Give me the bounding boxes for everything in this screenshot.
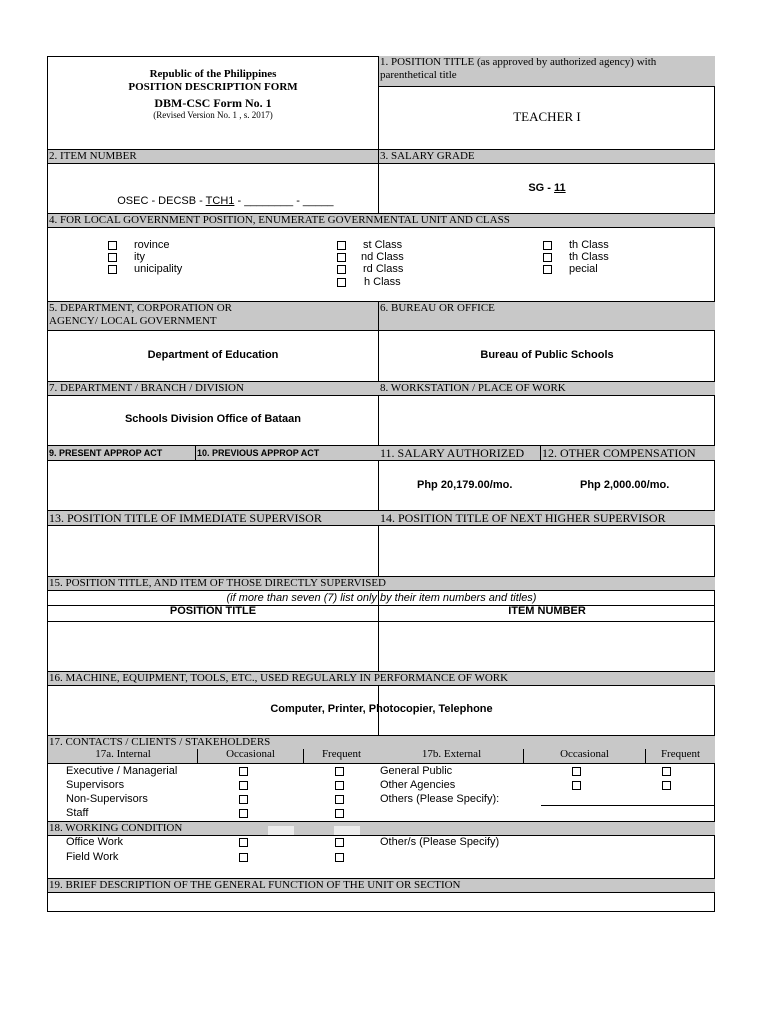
lgu-label: unicipality: [134, 263, 183, 275]
divider: [197, 749, 198, 764]
item-prefix: OSEC - DECSB -: [117, 195, 206, 207]
bureau-value: Bureau of Public Schools: [480, 349, 614, 361]
salary-grade-value: [379, 182, 715, 195]
class-checkbox[interactable]: [337, 241, 346, 250]
other-agencies-frequent-checkbox[interactable]: [662, 781, 671, 790]
s11-header: 11. SALARY AUTHORIZED: [379, 445, 541, 461]
s19-header: 19. BRIEF DESCRIPTION OF THE GENERAL FUNCTION OF THE UNIT OR SECTION: [48, 878, 715, 893]
s12-header: 12. OTHER COMPENSATION: [541, 445, 715, 461]
class-label: th Class: [569, 239, 609, 251]
s9-header: 9. PRESENT APPROP ACT: [48, 445, 196, 461]
province-checkbox[interactable]: [108, 241, 117, 250]
field-work-occasional-checkbox[interactable]: [239, 853, 248, 862]
salary-authorized-value: Php 20,179.00/mo.: [417, 479, 513, 491]
s7-header: 7. DEPARTMENT / BRANCH / DIVISION: [48, 381, 379, 396]
sg-number: 11: [554, 182, 566, 194]
s5-header: 5. DEPARTMENT, CORPORATION OR AGENCY/ LOCAL GOVERNMENT: [48, 301, 379, 331]
form-revision: (Revised Version No. 1 , s. 2017): [153, 110, 273, 120]
general-public-occasional-checkbox[interactable]: [572, 767, 581, 776]
class-label: rd Class: [363, 263, 404, 275]
municipality-checkbox[interactable]: [108, 265, 117, 274]
s6-header: 6. BUREAU OR OFFICE: [379, 301, 715, 331]
executive-occasional-checkbox[interactable]: [239, 767, 248, 776]
lgu-label: ity: [134, 251, 145, 263]
s4-header: 4. FOR LOCAL GOVERNMENT POSITION, ENUMERATE GOVERNMENTAL UNIT AND CLASS: [48, 213, 715, 228]
s17-header: 17. CONTACTS / CLIENTS / STAKEHOLDERS: [48, 735, 715, 749]
s8-header: 8. WORKSTATION / PLACE OF WORK: [379, 381, 715, 396]
field-work-frequent-checkbox[interactable]: [335, 853, 344, 862]
frequent-header: Frequent: [303, 748, 379, 764]
staff-occasional-checkbox[interactable]: [239, 809, 248, 818]
city-checkbox[interactable]: [108, 253, 117, 262]
division-value: Schools Division Office of Bataan: [124, 413, 302, 425]
item-blank: _____: [302, 195, 334, 207]
contact-other-agencies: Other Agencies: [380, 779, 456, 791]
header-gap: [268, 826, 294, 835]
office-work-frequent-checkbox[interactable]: [335, 838, 344, 847]
item-blank: ________: [244, 195, 294, 207]
item-number-column: ITEM NUMBER: [508, 605, 586, 617]
class-label: nd Class: [361, 251, 404, 263]
s3-header: 3. SALARY GRADE: [379, 149, 715, 164]
class-label: h Class: [364, 276, 401, 288]
contact-general-public: General Public: [380, 765, 453, 777]
s15-note: (if more than seven (7) list only by their item numbers and titles): [226, 592, 537, 604]
position-title-column: POSITION TITLE: [169, 605, 257, 617]
divider: [645, 749, 646, 764]
divider: [523, 749, 524, 764]
sg-prefix: SG -: [528, 182, 555, 194]
office-work-occasional-checkbox[interactable]: [239, 838, 248, 847]
other-compensation-value: Php 2,000.00/mo.: [580, 479, 670, 491]
position-description-form: [47, 56, 715, 912]
contact-supervisors: Supervisors: [66, 779, 125, 791]
staff-frequent-checkbox[interactable]: [335, 809, 344, 818]
item-sep: -: [293, 195, 303, 207]
other-condition-label: Other/s (Please Specify): [380, 836, 500, 848]
supervisors-frequent-checkbox[interactable]: [335, 781, 344, 790]
office-work-label: Office Work: [66, 836, 124, 848]
field-work-label: Field Work: [66, 851, 119, 863]
occasional-header: Occasional: [523, 748, 645, 764]
department-value: Department of Education: [147, 349, 279, 361]
lgu-label: rovince: [134, 239, 170, 251]
s10-header: 10. PREVIOUS APPROP ACT: [196, 445, 379, 461]
position-title-value: TEACHER I: [513, 109, 581, 124]
s1-header: 1. POSITION TITLE (as approved by authorized agency) with parenthetical title: [379, 56, 715, 87]
item-sep: -: [234, 195, 245, 207]
class-label: th Class: [569, 251, 609, 263]
item-code: TCH1: [205, 195, 235, 207]
divider: [303, 749, 304, 764]
form-title: POSITION DESCRIPTION FORM: [128, 81, 298, 93]
occasional-header: Occasional: [197, 748, 303, 764]
class-checkbox[interactable]: [337, 265, 346, 274]
others-specify-line[interactable]: [541, 805, 715, 806]
executive-frequent-checkbox[interactable]: [335, 767, 344, 776]
form-number: DBM-CSC Form No. 1: [154, 96, 272, 110]
republic-line: Republic of the Philippines: [149, 68, 277, 80]
internal-header: 17a. Internal: [48, 748, 197, 764]
class-checkbox[interactable]: [543, 241, 552, 250]
external-header: 17b. External: [379, 748, 523, 764]
class-checkbox[interactable]: [543, 253, 552, 262]
s14-header: 14. POSITION TITLE OF NEXT HIGHER SUPERVISOR: [379, 510, 715, 526]
equipment-value: Computer, Printer, Photocopier, Telephone: [270, 703, 493, 715]
non-supervisors-frequent-checkbox[interactable]: [335, 795, 344, 804]
s16-header: 16. MACHINE, EQUIPMENT, TOOLS, ETC., USED REGULARLY IN PERFORMANCE OF WORK: [48, 671, 715, 686]
s15-header: 15. POSITION TITLE, AND ITEM OF THOSE DIRECTLY SUPERVISED: [48, 576, 715, 591]
contact-staff: Staff: [66, 807, 89, 819]
non-supervisors-occasional-checkbox[interactable]: [239, 795, 248, 804]
divider: [48, 621, 715, 622]
s18-header: 18. WORKING CONDITION: [48, 821, 715, 836]
header-gap: [334, 826, 360, 835]
special-checkbox[interactable]: [543, 265, 552, 274]
other-agencies-occasional-checkbox[interactable]: [572, 781, 581, 790]
s13-header: 13. POSITION TITLE OF IMMEDIATE SUPERVISOR: [48, 510, 379, 526]
contact-executive: Executive / Managerial: [66, 765, 178, 777]
class-label: st Class: [363, 239, 403, 251]
contact-non-supervisors: Non-Supervisors: [66, 793, 148, 805]
supervisors-occasional-checkbox[interactable]: [239, 781, 248, 790]
class-label: pecial: [569, 263, 598, 275]
contact-others: Others (Please Specify):: [380, 793, 500, 805]
s2-header: 2. ITEM NUMBER: [48, 149, 379, 164]
general-public-frequent-checkbox[interactable]: [662, 767, 671, 776]
class-checkbox[interactable]: [337, 278, 346, 287]
frequent-header: Frequent: [645, 748, 715, 764]
divider: [378, 149, 379, 213]
class-checkbox[interactable]: [337, 253, 346, 262]
